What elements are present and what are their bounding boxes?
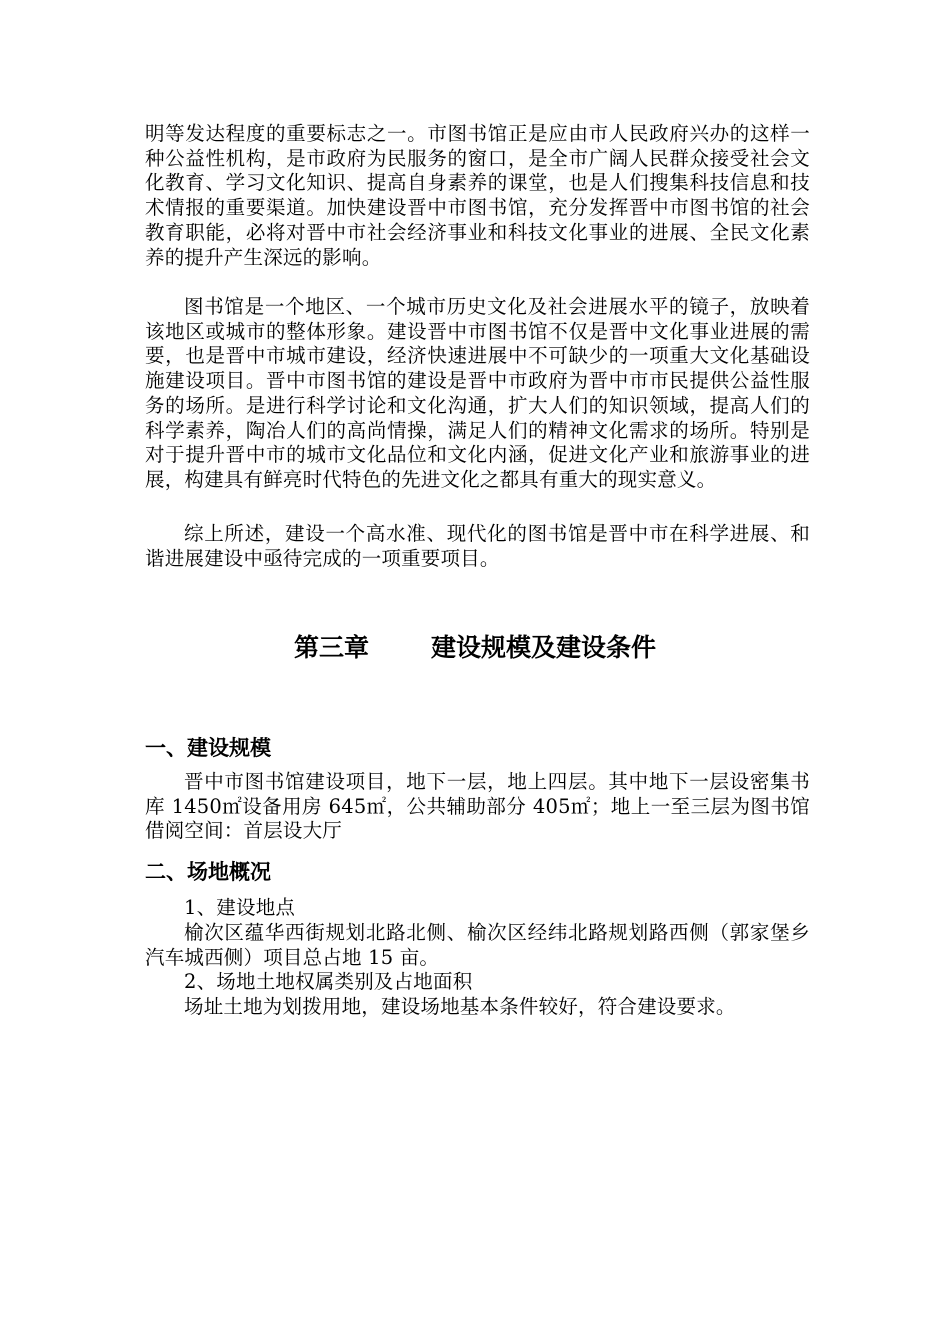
paragraph-library-mirror: 图书馆是一个地区、一个城市历史文化及社会进展水平的镜子，放映着该地区或城市的整体形象。建设晋中市图书馆不仅是晋中文化事业进展的需要，也是晋中市城市建设，经济快速进展中不可缺少的一项重大文化基础设施建设项目。晋中市图书馆的建设是晋中市政府为晋中市市民提供公益性服务的场所。是进行科学讨论和文化沟通，扩大人们的知识领域，提高人们的科学素养，陶冶人们的高尚情操，满足人们的精神文化需求的场所。特别是对于提升晋中市的城市文化品位和文化内涵，促进文化产业和旅游事业的进展，构建具有鲜亮时代特色的先进文化之都具有重大的现实意义。 <box>145 295 810 491</box>
chapter-number: 第三章 <box>293 633 369 662</box>
paragraph-site-location: 榆次区蕴华西街规划北路北侧、榆次区经纬北路规划路西侧（郭家堡乡汽车城西侧）项目总占地 15 亩。 <box>145 921 810 969</box>
section-heading-site: 二、场地概况 <box>145 860 271 884</box>
paragraph-land-ownership: 场址土地为划拨用地，建设场地基本条件较好，符合建设要求。 <box>184 995 736 1018</box>
paragraph-construction-scale: 晋中市图书馆建设项目，地下一层，地上四层。其中地下一层设密集书库 1450㎡设备用房 645㎡，公共辅助部分 405㎡；地上一至三层为图书馆借阅空间：首层设大厅 <box>145 770 810 843</box>
item-site-location-title: 1、建设地点 <box>184 896 296 919</box>
chapter-title <box>0 628 950 668</box>
chapter-name: 建设规模及建设条件 <box>431 633 657 662</box>
paragraph-summary: 综上所述，建设一个高水准、现代化的图书馆是晋中市在科学进展、和谐进展建设中亟待完成的一项重要项目。 <box>145 522 810 570</box>
paragraph-importance: 明等发达程度的重要标志之一。市图书馆正是应由市人民政府兴办的这样一种公益性机构，是市政府为民服务的窗口，是全市广阔人民群众接受社会文化教育、学习文化知识、提高自身素养的课堂，也是人们搜集科技信息和技术情报的重要渠道。加快建设晋中市图书馆，充分发挥晋中市图书馆的社会教育职能，必将对晋中市社会经济事业和科技文化事业的进展、全民文化素养的提升产生深远的影响。 <box>145 122 810 269</box>
section-heading-scale: 一、建设规模 <box>145 736 271 760</box>
item-land-ownership-title: 2、场地土地权属类别及占地面积 <box>184 970 473 993</box>
